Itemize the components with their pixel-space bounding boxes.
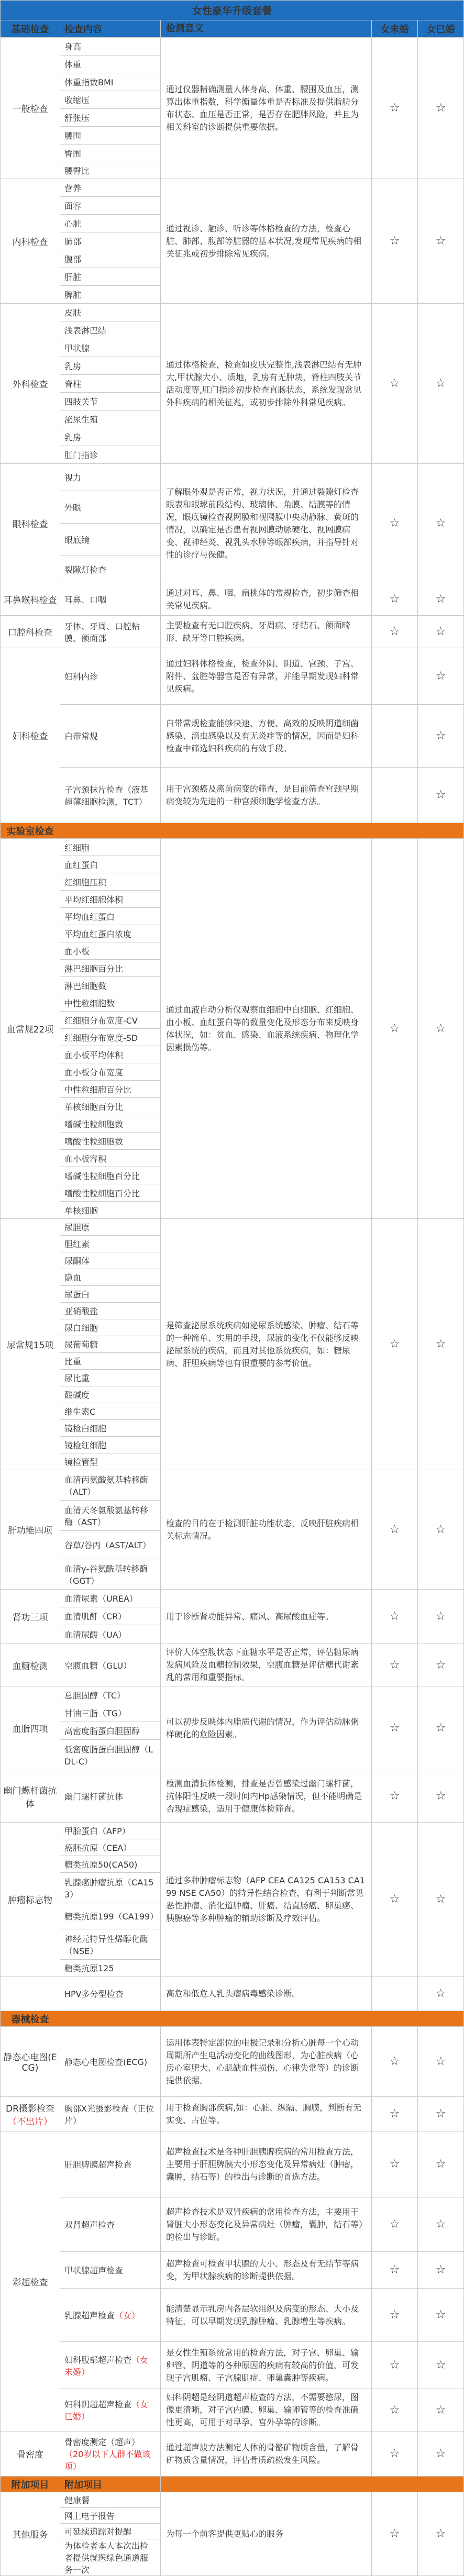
group-label: DR摄影检查 bbox=[6, 2103, 54, 2114]
star-mark: ☆ bbox=[418, 2389, 464, 2431]
item-cell: 体重指数BMI bbox=[60, 73, 161, 91]
item-cell: 嗜碱性粒细胞数 bbox=[60, 1115, 161, 1132]
star-mark: ☆ bbox=[418, 1977, 464, 2011]
star-mark: ☆ bbox=[372, 2342, 418, 2389]
item-cell: 血红蛋白 bbox=[60, 856, 161, 873]
description: 用于宫颈癌及癌前病变的筛查，是目前筛查宫颈早期病变较为先进的一种宫颈细胞学检查方法。 bbox=[161, 768, 372, 823]
item-cell: 酸碱度 bbox=[60, 1386, 161, 1403]
description: 用于检查胸部疾病,如：心脏、纵隔、胸膜，判断有无实变、占位等。 bbox=[161, 2097, 372, 2131]
table-row bbox=[1, 2492, 464, 2508]
item-cell: 血小板 bbox=[60, 942, 161, 960]
star-mark: ☆ bbox=[418, 839, 464, 1219]
table-row bbox=[1, 304, 464, 321]
description: 可以初步反映体内脂质代谢的情况，作为评估动脉粥样硬化的危险因素。 bbox=[161, 1686, 372, 1770]
star-mark: ☆ bbox=[372, 2252, 418, 2289]
star-mark: ☆ bbox=[372, 1470, 418, 1590]
description: 通过对耳、鼻、咽、扁桃体的常规检查，初步筛查相关常见疾病。 bbox=[161, 583, 372, 616]
star-mark: ☆ bbox=[418, 1219, 464, 1470]
table-row bbox=[1, 2389, 464, 2431]
table-row bbox=[1, 2197, 464, 2252]
group-name bbox=[1, 1977, 60, 2011]
item-gender-note: （女） bbox=[115, 2311, 140, 2320]
group-name bbox=[1, 1770, 60, 1823]
item-cell: 甲状腺 bbox=[60, 339, 161, 357]
item-cell: 血清肌酐（CR） bbox=[60, 1607, 161, 1625]
section-fill bbox=[60, 2011, 464, 2027]
table-row bbox=[1, 2131, 464, 2197]
header-category: 基础检查 bbox=[1, 20, 60, 38]
item-cell: 镜检红细胞 bbox=[60, 1437, 161, 1453]
star-mark: ☆ bbox=[418, 1644, 464, 1686]
table-row bbox=[1, 768, 464, 823]
item-cell: 浅表淋巴结 bbox=[60, 321, 161, 339]
section-fill bbox=[60, 823, 464, 839]
description: 是筛查泌尿系统疾病如泌尿系统感染、肿瘤、结石等的一种简单、实用的手段，尿液的变化不仅能够反映泌尿系统的疾病，而且对其他系统疾病，如：糖尿病、肝胆疾病等也有很重要的参考价值。 bbox=[161, 1219, 372, 1470]
star-mark: ☆ bbox=[418, 1590, 464, 1644]
item-cell: 尿白细胞 bbox=[60, 1319, 161, 1336]
star-mark: ☆ bbox=[418, 2027, 464, 2097]
item-cell: 红细胞分布宽度-CV bbox=[60, 1012, 161, 1029]
table-row bbox=[1, 1823, 464, 1839]
star-mark: ☆ bbox=[418, 2342, 464, 2389]
item-text: 骨密度测定（超声） bbox=[64, 2437, 140, 2447]
star-mark: ☆ bbox=[418, 583, 464, 616]
item-text: 肝胆脾胰超声检查 bbox=[64, 2160, 132, 2170]
item-cell: 牙体、牙周、口腔粘膜、颌面部 bbox=[60, 616, 161, 648]
star-mark: ☆ bbox=[418, 768, 464, 823]
item-cell: 淋巴细胞百分比 bbox=[60, 960, 161, 977]
section-title: 器械检查 bbox=[1, 2011, 60, 2027]
group-name bbox=[1, 1590, 60, 1644]
item-cell: 血清丙氨酸氨基转移酶（ALT） bbox=[60, 1470, 161, 1501]
group-name bbox=[1, 304, 60, 464]
table-row bbox=[1, 1644, 464, 1686]
section-title-2: 附加项目 bbox=[60, 2477, 161, 2492]
item-cell: 尿葡萄糖 bbox=[60, 1336, 161, 1353]
star-mark: ☆ bbox=[372, 1686, 418, 1770]
section-fill bbox=[161, 2477, 464, 2492]
description: 通过超声波方法测定人体的骨骼矿物质含量，了解骨矿物质含量情况，评估骨质疏松发生风险。 bbox=[161, 2431, 372, 2477]
star-mark: ☆ bbox=[418, 38, 464, 179]
item-cell: 红细胞分布宽度-SD bbox=[60, 1029, 161, 1046]
star-mark: ☆ bbox=[372, 2492, 418, 2576]
star-mark: ☆ bbox=[372, 464, 418, 583]
item-cell: 血小板分布宽度 bbox=[60, 1063, 161, 1081]
star-mark: ☆ bbox=[418, 464, 464, 583]
item-cell: 糖类抗原125 bbox=[60, 1960, 161, 1977]
item-cell: 视力 bbox=[60, 464, 161, 491]
description: 超声检查技术是各种肝胆胰脾疾病的常用检查方法，主要用于肝胆脾胰大小形态变化及异常病灶（肿瘤，囊肿，结石等）的检出与诊断的首选方法。 bbox=[161, 2131, 372, 2197]
description: 白带常规检查能够快速、方便、高效的反映阴道细菌感染、滴虫感染以及有无炎症等的情况，因而是妇科检查中筛选妇科疾病的有效手段。 bbox=[161, 705, 372, 768]
item-cell bbox=[60, 2389, 161, 2431]
description: 用于诊断肾功能异常、痛风、高尿酸血症等。 bbox=[161, 1590, 372, 1644]
star-mark: ☆ bbox=[418, 616, 464, 648]
table-row bbox=[1, 839, 464, 856]
group-name bbox=[1, 2131, 60, 2431]
table-row bbox=[1, 179, 464, 197]
item-cell: HPV多分型检查 bbox=[60, 1977, 161, 2011]
item-cell: 比重 bbox=[60, 1353, 161, 1370]
description: 运用体表特定部位的电极记录和分析心脏每一个心动周期所产生电活动变化的曲线图形，为心脏疾病（心房心室肥大、心肌缺血性损伤、心律失常等）的诊断提供依据。 bbox=[161, 2027, 372, 2097]
item-cell: 糖类抗原199（CA199） bbox=[60, 1903, 161, 1929]
star-mark: ☆ bbox=[418, 705, 464, 768]
item-cell: 镜检管型 bbox=[60, 1453, 161, 1470]
item-cell: 肛门指诊 bbox=[60, 446, 161, 464]
group-label: 肝功能四项 bbox=[8, 1526, 52, 1536]
header-content: 检查内容 bbox=[60, 20, 161, 38]
header-row bbox=[1, 20, 464, 38]
group-name bbox=[1, 616, 60, 648]
item-cell: 高密度脂蛋白胆固醇 bbox=[60, 1722, 161, 1740]
item-cell: 体重 bbox=[60, 55, 161, 73]
star-mark: ☆ bbox=[418, 1770, 464, 1823]
item-cell bbox=[60, 2131, 161, 2197]
item-cell bbox=[60, 2252, 161, 2289]
description: 是女性生殖系统常用的检查方法，对子宫、卵巢、输卵管、阴道等的各种原因的疾病有较高的价值，可发现子宫肌瘤、子宫腺肌症、卵巢囊肿等疾病。 bbox=[161, 2342, 372, 2389]
item-cell: 裂隙灯检查 bbox=[60, 556, 161, 583]
star-mark: ☆ bbox=[418, 2252, 464, 2289]
item-cell: 低密度脂蛋白胆固醇（LDL-C） bbox=[60, 1740, 161, 1770]
item-cell: 胆红素 bbox=[60, 1236, 161, 1252]
empty-mark bbox=[372, 648, 418, 705]
group-name bbox=[1, 583, 60, 616]
group-name bbox=[1, 2027, 60, 2097]
table-row bbox=[1, 648, 464, 705]
star-mark: ☆ bbox=[372, 1823, 418, 1977]
table-row bbox=[1, 705, 464, 768]
star-mark: ☆ bbox=[372, 1770, 418, 1823]
star-mark: ☆ bbox=[372, 2389, 418, 2431]
star-mark: ☆ bbox=[418, 1823, 464, 1977]
item-cell: 血清天冬氨酸氨基转移酶（AST） bbox=[60, 1501, 161, 1531]
group-label: 彩超检查 bbox=[12, 2277, 48, 2288]
group-name bbox=[1, 464, 60, 583]
star-mark: ☆ bbox=[372, 2431, 418, 2477]
group-name bbox=[1, 179, 60, 304]
table-row bbox=[1, 1590, 464, 1607]
group-name bbox=[1, 839, 60, 1219]
item-cell: 营养 bbox=[60, 179, 161, 197]
description: 检测血清抗体检测，排查是否曾感染过幽门螺杆菌，抗体阳性反映一段时间内Hp感染情况，但不能明确是否现症感染，适用于健康体检筛查。 bbox=[161, 1770, 372, 1823]
description: 能清楚显示乳房内各层软组织及病变的形态、大小及特征，可以早期发现乳腺肿瘤、乳腺增生等疾病。 bbox=[161, 2289, 372, 2342]
item-text: 甲状腺超声检查 bbox=[64, 2266, 124, 2275]
header-meaning: 检测意义 bbox=[161, 20, 372, 38]
star-mark: ☆ bbox=[418, 1470, 464, 1590]
table-row bbox=[1, 1977, 464, 2011]
group-name bbox=[1, 2097, 60, 2131]
group-label: 口腔科检查 bbox=[8, 628, 52, 638]
group-label: 眼科检查 bbox=[12, 519, 48, 530]
table-row bbox=[1, 38, 464, 55]
item-cell: 甲胎蛋白（AFP） bbox=[60, 1823, 161, 1839]
item-cell: 淋巴细胞数 bbox=[60, 977, 161, 994]
description: 了解眼外观是否正常，视力状况，并通过裂隙灯检查眼表和眼球前段结构、玻璃体、角膜、结膜等的情况，眼底镜检查视网膜和视网膜中央动静脉、黄斑的情况，以确定是否患有视网膜动脉硬化、视网膜病变、视神经炎、视乳头水肿等眼部疾病，并指导针对性的诊疗与保健。 bbox=[161, 464, 372, 583]
item-text: 乳腺超声检查 bbox=[64, 2311, 115, 2320]
header-unmarried: 女未婚 bbox=[372, 20, 418, 38]
item-cell: 静态心电图检查(ECG) bbox=[60, 2027, 161, 2097]
star-mark: ☆ bbox=[372, 2131, 418, 2197]
description: 通过血液自动分析仪观察血细胞中白细胞、红细胞、血小板、血红蛋白等的数量变化及形态分布来反映身体状况，如：贫血、感染、血液系统疾病、物理化学因素损伤等。 bbox=[161, 839, 372, 1219]
item-cell: 空腹血糖（GLU） bbox=[60, 1644, 161, 1686]
item-gender-note: （女未婚） bbox=[64, 2355, 149, 2377]
star-mark: ☆ bbox=[372, 2289, 418, 2342]
item-cell: 乳房 bbox=[60, 428, 161, 446]
star-mark: ☆ bbox=[372, 1219, 418, 1470]
description: 妇科阴超是经阴道超声检查的方法，不需要憋尿，图像更清晰，对子宫内膜、卵巢、输卵管等的检查准确性更高，可用于对早孕、宫外孕等的诊断。 bbox=[161, 2389, 372, 2431]
section-title: 实验室检查 bbox=[1, 823, 60, 839]
item-cell: 肝脏 bbox=[60, 268, 161, 286]
group-name bbox=[1, 1644, 60, 1686]
description: 主要检查有无口腔疾病、牙周病、牙结石、颌面畸形、缺牙等口腔疾病。 bbox=[161, 616, 372, 648]
item-cell: 糖类抗原50(CA50) bbox=[60, 1856, 161, 1873]
description: 通过仪器精确测量人体身高、体重、腰围及血压，测算出体重指数，科学衡量体重是否标准及提供脂肪分布状态、血压是否正常，是否存在肥胖风险，并且为相关科室的诊断提供重要依据。 bbox=[161, 38, 372, 179]
empty-mark bbox=[372, 705, 418, 768]
title-row bbox=[1, 1, 464, 20]
star-mark: ☆ bbox=[418, 2431, 464, 2477]
item-cell bbox=[60, 2197, 161, 2252]
item-cell: 红细胞压积 bbox=[60, 873, 161, 891]
item-cell: 皮肤 bbox=[60, 304, 161, 321]
group-name bbox=[1, 2431, 60, 2477]
item-cell: 幽门螺杆菌抗体 bbox=[60, 1770, 161, 1823]
group-name bbox=[1, 648, 60, 823]
item-cell: 尿胆原 bbox=[60, 1219, 161, 1236]
item-cell: 总胆固醇（TC） bbox=[60, 1686, 161, 1704]
section-row bbox=[1, 823, 464, 839]
star-mark: ☆ bbox=[372, 1644, 418, 1686]
item-cell: 泌尿生殖 bbox=[60, 410, 161, 428]
item-cell: 镜检白细胞 bbox=[60, 1420, 161, 1437]
table-row bbox=[1, 1219, 464, 1236]
header-married: 女已婚 bbox=[418, 20, 464, 38]
item-cell: 四肢关节 bbox=[60, 393, 161, 410]
table-row bbox=[1, 1770, 464, 1823]
group-label: 耳鼻喉科检查 bbox=[3, 595, 57, 606]
table-row bbox=[1, 2027, 464, 2097]
group-label: 外科检查 bbox=[12, 380, 48, 390]
item-cell: 可延续追踪对提醒 bbox=[60, 2524, 161, 2539]
table-row bbox=[1, 1686, 464, 1704]
item-cell: 尿蛋白 bbox=[60, 1286, 161, 1303]
star-mark: ☆ bbox=[418, 648, 464, 705]
item-cell bbox=[60, 2342, 161, 2389]
star-mark: ☆ bbox=[418, 1686, 464, 1770]
item-cell: 血清尿素（UREA） bbox=[60, 1590, 161, 1607]
item-cell: 臀围 bbox=[60, 145, 161, 162]
item-cell: 血小板平均体积 bbox=[60, 1046, 161, 1063]
group-name bbox=[1, 1686, 60, 1770]
item-cell: 嗜酸性粒细胞数 bbox=[60, 1132, 161, 1150]
empty-mark bbox=[372, 1977, 418, 2011]
description: 超声检查可检查甲状腺的大小、形态及有无结节等病变，为甲状腺疾病的诊断提供依据。 bbox=[161, 2252, 372, 2289]
item-cell: 妇科内诊 bbox=[60, 648, 161, 705]
group-label: 肾功三项 bbox=[12, 1613, 48, 1623]
star-mark: ☆ bbox=[418, 304, 464, 464]
item-cell bbox=[60, 2431, 161, 2477]
item-cell: 面容 bbox=[60, 197, 161, 215]
group-label: 血糖检测 bbox=[12, 1661, 48, 1672]
group-name bbox=[1, 1823, 60, 1977]
item-cell: 耳鼻、口咽 bbox=[60, 583, 161, 616]
item-cell: 癌胚抗原（CEA） bbox=[60, 1839, 161, 1856]
star-mark: ☆ bbox=[372, 38, 418, 179]
item-cell: 尿比重 bbox=[60, 1370, 161, 1386]
table-row bbox=[1, 2252, 464, 2289]
table-row bbox=[1, 464, 464, 491]
star-mark: ☆ bbox=[372, 1590, 418, 1644]
item-cell: 心脏 bbox=[60, 215, 161, 232]
item-cell: 嗜酸性粒细胞百分比 bbox=[60, 1184, 161, 1202]
empty-mark bbox=[372, 768, 418, 823]
star-mark: ☆ bbox=[372, 2197, 418, 2252]
item-cell: 甘油三脂（TG） bbox=[60, 1704, 161, 1722]
description: 为每一个前客提供更贴心的服务 bbox=[161, 2492, 372, 2576]
item-cell: 腰臀比 bbox=[60, 162, 161, 179]
star-mark: ☆ bbox=[372, 2097, 418, 2131]
star-mark: ☆ bbox=[372, 2027, 418, 2097]
item-text: 妇科阴超超声检查 bbox=[64, 2400, 132, 2410]
group-name bbox=[1, 1470, 60, 1590]
item-cell: 网上电子报告 bbox=[60, 2508, 161, 2524]
item-cell: 血清尿酸（UA） bbox=[60, 1625, 161, 1644]
table-row bbox=[1, 2097, 464, 2131]
description: 检查的目的在于检测肝脏功能状态，反映肝脏疾病相关标志情况。 bbox=[161, 1470, 372, 1590]
item-cell: 脊柱 bbox=[60, 375, 161, 393]
table-row bbox=[1, 583, 464, 616]
description: 通过多种肿瘤标志物（AFP CEA CA125 CA153 CA199 NSE CA50）的特异性结合检查，有利于判断常见恶性肿瘤、消化道肿瘤、肝癌、结直肠癌、卵巢癌、胰腺癌等多种肿瘤的辅助诊断及疗效评估。 bbox=[161, 1823, 372, 1977]
item-cell: 眼底镜 bbox=[60, 524, 161, 556]
group-note: （不出片） bbox=[8, 2116, 52, 2127]
item-cell: 收缩压 bbox=[60, 91, 161, 109]
item-cell: 单核细胞 bbox=[60, 1202, 161, 1219]
item-cell: 平均红细胞体积 bbox=[60, 891, 161, 908]
group-name bbox=[1, 38, 60, 179]
table-row bbox=[1, 2289, 464, 2342]
section-row bbox=[1, 2477, 464, 2492]
item-cell: 身高 bbox=[60, 38, 161, 55]
item-cell: 肺部 bbox=[60, 232, 161, 250]
item-cell: 乳腺癌肿瘤抗原（CA153） bbox=[60, 1873, 161, 1903]
group-label: 血常规22项 bbox=[6, 1025, 54, 1035]
table-row bbox=[1, 1470, 464, 1501]
item-text: 妇科腹部超声检查 bbox=[64, 2355, 132, 2365]
group-name bbox=[1, 2492, 60, 2576]
group-label: 尿常规15项 bbox=[6, 1340, 54, 1351]
item-cell: 腹部 bbox=[60, 250, 161, 268]
star-mark: ☆ bbox=[372, 616, 418, 648]
item-cell: 神经元特异性烯醇化酶（NSE） bbox=[60, 1929, 161, 1960]
item-cell bbox=[60, 2289, 161, 2342]
item-cell: 胸部X光摄影检查（正位片） bbox=[60, 2097, 161, 2131]
item-cell: 为体检者本人本次出检者提供就医绿色通道服务一次 bbox=[60, 2539, 161, 2576]
group-label: 静态心电图(ECG) bbox=[3, 2052, 57, 2073]
item-cell: 亚硝酸盐 bbox=[60, 1303, 161, 1319]
item-cell: 中性粒细胞百分比 bbox=[60, 1081, 161, 1098]
item-cell: 健康餐 bbox=[60, 2492, 161, 2508]
description: 评价人体空腹状态下血糖水平是否正常，评估糖尿病发病风险及血糖控制效果，空腹血糖是评估糖代谢紊乱的常用和重要指标。 bbox=[161, 1644, 372, 1686]
group-label: 幽门螺杆菌抗体 bbox=[3, 1785, 57, 1809]
item-cell: 平均血红蛋白 bbox=[60, 908, 161, 925]
item-cell: 外眼 bbox=[60, 491, 161, 524]
group-label: 内科检查 bbox=[12, 237, 48, 248]
item-cell: 脾脏 bbox=[60, 286, 161, 304]
description: 通过妇科体格检查，检查外阴、阴道、宫颈、子宫、附件、盆腔等器官是否有异常，并能早期发现妇科常见疾病。 bbox=[161, 648, 372, 705]
star-mark: ☆ bbox=[418, 179, 464, 304]
description: 超声检查技术是双肾疾病的常用检查方法，主要用于肾脏大小形态变化及异常病灶（肿瘤，囊肿，结石等）的检出与诊断。 bbox=[161, 2197, 372, 2252]
star-mark: ☆ bbox=[372, 179, 418, 304]
item-cell: 乳房 bbox=[60, 357, 161, 375]
table-row bbox=[1, 2342, 464, 2389]
group-label: 肿瘤标志物 bbox=[8, 1895, 52, 1906]
group-label: 血脂四项 bbox=[12, 1724, 48, 1735]
item-gender-note: （女已婚） bbox=[64, 2400, 149, 2422]
item-cell: 单核细胞百分比 bbox=[60, 1098, 161, 1115]
star-mark: ☆ bbox=[418, 2097, 464, 2131]
star-mark: ☆ bbox=[418, 2492, 464, 2576]
item-cell: 平均血红蛋白浓度 bbox=[60, 925, 161, 942]
item-cell: 血小板容积 bbox=[60, 1150, 161, 1167]
description: 通过视诊、触诊、听诊等体格检查的方法，检查心脏、肺部、腹部等脏器的基本状况,发现常见疾病的相关征兆或初步排除常见疾病。 bbox=[161, 179, 372, 304]
table-row bbox=[1, 616, 464, 648]
item-cell: 维生素C bbox=[60, 1403, 161, 1420]
group-label: 其他服务 bbox=[12, 2530, 48, 2540]
item-cell: 谷草/谷丙（AST/ALT） bbox=[60, 1531, 161, 1559]
star-mark: ☆ bbox=[418, 2289, 464, 2342]
item-cell: 血清γ-谷氨酰基转移酶（GGT） bbox=[60, 1559, 161, 1590]
group-label: 一般检查 bbox=[12, 104, 48, 115]
section-title: 附加项目 bbox=[1, 2477, 60, 2492]
star-mark: ☆ bbox=[372, 583, 418, 616]
star-mark: ☆ bbox=[418, 2197, 464, 2252]
item-age-note: （20岁以下人群不做该项） bbox=[64, 2449, 151, 2471]
item-cell: 嗜碱性粒细胞百分比 bbox=[60, 1167, 161, 1184]
star-mark: ☆ bbox=[372, 304, 418, 464]
star-mark: ☆ bbox=[418, 2131, 464, 2197]
group-name bbox=[1, 1219, 60, 1470]
item-cell: 腰围 bbox=[60, 127, 161, 145]
item-cell: 舒张压 bbox=[60, 109, 161, 127]
group-label: 骨密度 bbox=[17, 2450, 43, 2460]
page-title: 女性豪华升级套餐 bbox=[1, 1, 464, 20]
star-mark: ☆ bbox=[372, 839, 418, 1219]
item-cell: 白带常规 bbox=[60, 705, 161, 768]
item-cell: 隐血 bbox=[60, 1269, 161, 1286]
item-cell: 子宫颈抹片检查（液基超薄细胞检测，TCT） bbox=[60, 768, 161, 823]
description: 通过体格检查，检查如皮肤完整性,浅表淋巴结有无肿大,甲状腺大小、质地，乳房有无肿块，脊柱四肢关节活动度等,肛门指诊初步检查直肠状态，系统发现常见外科疾病的相关征兆，或初步排除外科常见疾病。 bbox=[161, 304, 372, 464]
section-row bbox=[1, 2011, 464, 2027]
item-cell: 尿酮体 bbox=[60, 1252, 161, 1269]
item-cell: 中性粒细胞数 bbox=[60, 994, 161, 1012]
item-text: 双肾超声检查 bbox=[64, 2220, 115, 2230]
group-label: 妇科检查 bbox=[12, 731, 48, 742]
table-row bbox=[1, 2431, 464, 2477]
item-cell: 红细胞 bbox=[60, 839, 161, 856]
description: 高危和低危人乳头瘤病毒感染诊断。 bbox=[161, 1977, 372, 2011]
